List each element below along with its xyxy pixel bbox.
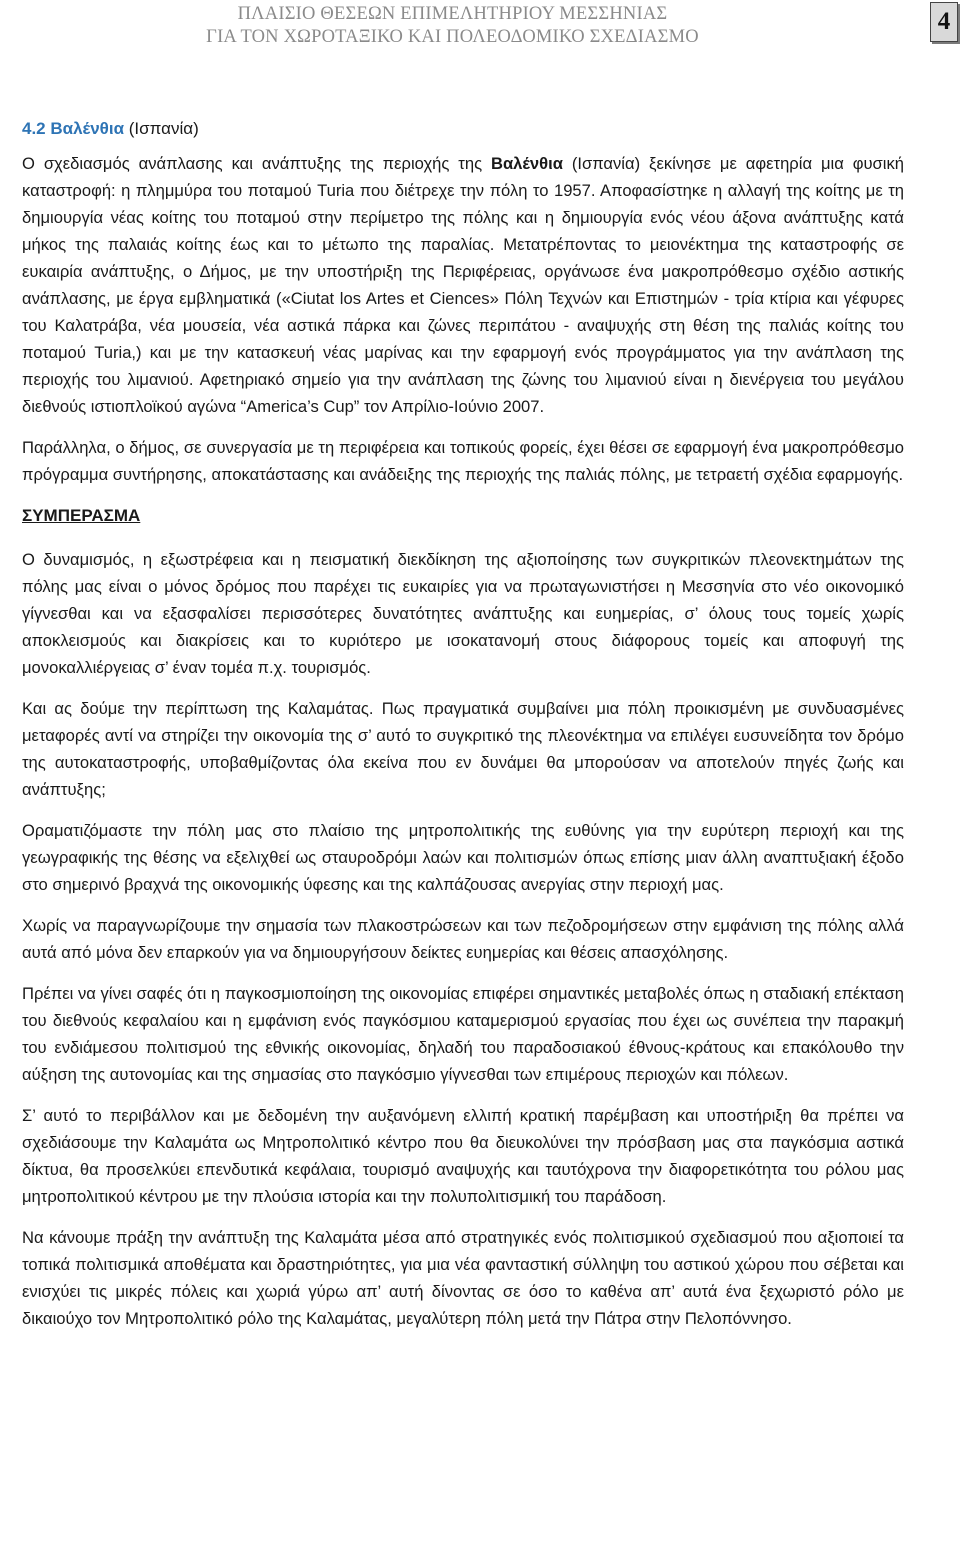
paragraph-vision: Οραματιζόμαστε την πόλη μας στο πλαίσιο της μητροπολιτικής της ευθύνης για την ευρύτερη περιοχή και της γεωγραφικής της θέσης να εξελιχθεί ως σταυροδρόμι λαών και πολιτισμών όπως επίσης μιαν άλλη αναπτυξιακή έξοδο στο σημερινό βραχνά της οικονομικής ύφεσης και της καλπάζουσας ανεργίας στην περιοχή μας. <box>22 821 904 894</box>
document-body <box>22 115 904 1346</box>
section-title-bold: Βαλένθια <box>50 119 125 138</box>
paragraph-cultural-planning: Να κάνουμε πράξη την ανάπτυξη της Καλαμάτα μέσα από στρατηγικές ενός πολιτισμικού σχεδιασμού που αξιοποιεί τα τοπικά πολιτισμικά αποθέματα και δραστηριότητες, για μια νέα φανταστική σύλληψη του αστικού χώρου που σέβεται και ενισχύει τις μικρές πόλεις και χωριά γύρω απ’ αυτή δίνοντας σε όσο το καθένα απ’ αυτά ένα ξεχωριστό ρόλο με δικαιούχο τον Μητροπολιτικό ρόλο της Καλαμάτας, μεγαλύτερη πόλη μετά την Πάτρα στην Πελοπόννησο. <box>22 1228 904 1328</box>
paragraph-paving: Χωρίς να παραγνωρίζουμε την σημασία των πλακοστρώσεων και των πεζοδρομήσεων στην εμφάνιση της πόλης αλλά αυτά από μόνα δεν επαρκούν για να δημιουργήσουν δείκτες ευημερίας και θέσεις απασχόλησης. <box>22 916 904 962</box>
section-title <box>22 115 904 142</box>
paragraph-metropolitan: Σ’ αυτό το περιβάλλον και με δεδομένη την αυξανόμενη ελλιπή κρατική παρέμβαση και υποστήριξη θα πρέπει να σχεδιάσουμε την Καλαμάτα ως Μητροπολιτικό κέντρο που θα διευκολύνει την πρόσβαση μας στα παγκόσμια αστικά δίκτυα, θα προσελκύει επενδυτικά κεφάλαια, τουρισμό αναψυχής και ταυτόχρονα την διαφορετικότητα του ρόλου μας μητροπολιτικού κέντρου με την πλούσια ιστορία και την πολυπολιτισμική του παράδοση. <box>22 1106 904 1206</box>
paragraph-valencia-text-2: (Ισπανία) ξεκίνησε με αφετηρία μια φυσική καταστροφή: η πλημμύρα του ποταμού Turia που διέτρεχε την πόλη το 1957. Αποφασίστηκε η αλλαγή της κοίτης με τη δημιουργία νέας κοίτης του ποταμού στην περίμετρο της πόλης και η δημιουργία ενός νέου άξονα ανάπτυξης κατά μήκος της παλαιάς κοίτης έως και το μέτωπο της παραλίας. Μετατρέποντας το μειονέκτημα της καταστροφής σε ευκαιρία ανάπτυξης, ο Δήμος, με την υποστήριξη της Περιφέρειας, οργάνωσε ένα μακροπρόθεσμο σχέδιο αστικής ανάπλασης, με έργα εμβληματικά («Ciutat los Artes et Ciences» Πόλη Τεχνών και Επιστημών - τρία κτίρια και γέφυρες του Καλατράβα, νέα μουσεία, νέα αστικά πάρκα και ζώνες περιπάτου - αναψυχής στη θέση της παλιάς κοίτης του ποταμού Turia,) και με την κατασκευή νέας μαρίνας και την εφαρμογή ενός προγράμματος για την ανάπλαση της περιοχής του λιμανιού. Αφετηριακό σημείο για την ανάπλαση της ζώνης του λιμανιού είναι η διενέργεια του μεγάλου διεθνούς ιστιοπλοϊκού αγώνα “America’s Cup” τον Απρίλιο-Ιούνιο 2007. <box>22 154 904 416</box>
paragraph-valencia-bold: Βαλένθια <box>490 154 563 173</box>
page-header <box>0 0 960 52</box>
paragraph-globalization: Πρέπει να γίνει σαφές ότι η παγκοσμιοποίηση της οικονομίας επιφέρει σημαντικές μεταβολές όπως η σταδιακή επέκταση του διεθνούς κεφαλαίου και η εμφάνιση ενός παγκόσμιου καταμερισμού εργασίας που έχει ως συνέπεια την παρακμή του ενδιάμεσου πολιτισμού της εθνικής οικονομίας, δηλαδή του παραδοσιακού έθνους-κράτους και επακόλουθο την αύξηση της αυτονομίας και της σημασίας στο παγκόσμιο γίγνεσθαι των επιμέρους περιοχών και πόλεων. <box>22 984 904 1084</box>
header-title-line-1: ΠΛΑΙΣΙΟ ΘΕΣΕΩΝ ΕΠΙΜΕΛΗΤΗΡΙΟΥ ΜΕΣΣΗΝΙΑΣ <box>237 4 668 24</box>
header-title-line-2: ΓΙΑ ΤΟΝ ΧΩΡΟΤΑΞΙΚΟ ΚΑΙ ΠΟΛΕΟΔΟΜΙΚΟ ΣΧΕΔΙΑΣΜΟ <box>206 27 699 47</box>
section-title-rest: (Ισπανία) <box>124 119 199 138</box>
paragraph-valencia-text-1: Ο σχεδιασμός ανάπλασης και ανάπτυξης της περιοχής της <box>22 154 491 173</box>
paragraph-valencia <box>22 150 904 420</box>
paragraph-parallel: Παράλληλα, ο δήμος, σε συνεργασία με τη περιφέρεια και τοπικούς φορείς, έχει θέσει σε εφαρμογή ένα μακροπρόθεσμο πρόγραμμα συντήρησης, αποκατάστασης και ανάδειξης της περιοχής της παλιάς πόλης, με τετραετή σχέδια εφαρμογής. <box>22 438 904 484</box>
section-number: 4.2 <box>22 119 46 138</box>
page-number-box: 4 <box>930 2 958 42</box>
conclusion-heading: ΣΥΜΠΕΡΑΣΜΑ <box>22 506 141 525</box>
paragraph-dynamism: Ο δυναμισμός, η εξωστρέφεια και η πεισματική διεκδίκηση της αξιοποίησης των συγκριτικών πλεονεκτημάτων της πόλης μας είναι ο μόνος δρόμος που παρέχει τις ευκαιρίες για να πρωταγωνιστήσει η Μεσσηνία στο νέο οικονομικό γίγνεσθαι και να εξασφαλίσει περισσότερες δυνατότητες ανάπτυξης και ευημερίας, σ’ όλους τους τομείς χωρίς αποκλεισμούς και διακρίσεις και το κυριότερο με ισοκατανομή στους διάφορους τομείς και αποφυγή της μονοκαλλιέργειας σ’ έναν τομέα π.χ. τουρισμός. <box>22 550 904 677</box>
paragraph-kalamata-case: Και ας δούμε την περίπτωση της Καλαμάτας. Πως πραγματικά συμβαίνει μια πόλη προικισμένη με συνδυασμένες μεταφορές αντί να στηρίζει την οικονομία της σ’ αυτό το συγκριτικό της πλεονέκτημα να επιλέγει ευσυνείδητα τον δρόμο της αυτοκαταστροφής, υποβαθμίζοντας όλα εκείνα που εν δυνάμει θα μπορούσαν να αποτελούν πηγές ζωής και ανάπτυξης; <box>22 699 904 799</box>
